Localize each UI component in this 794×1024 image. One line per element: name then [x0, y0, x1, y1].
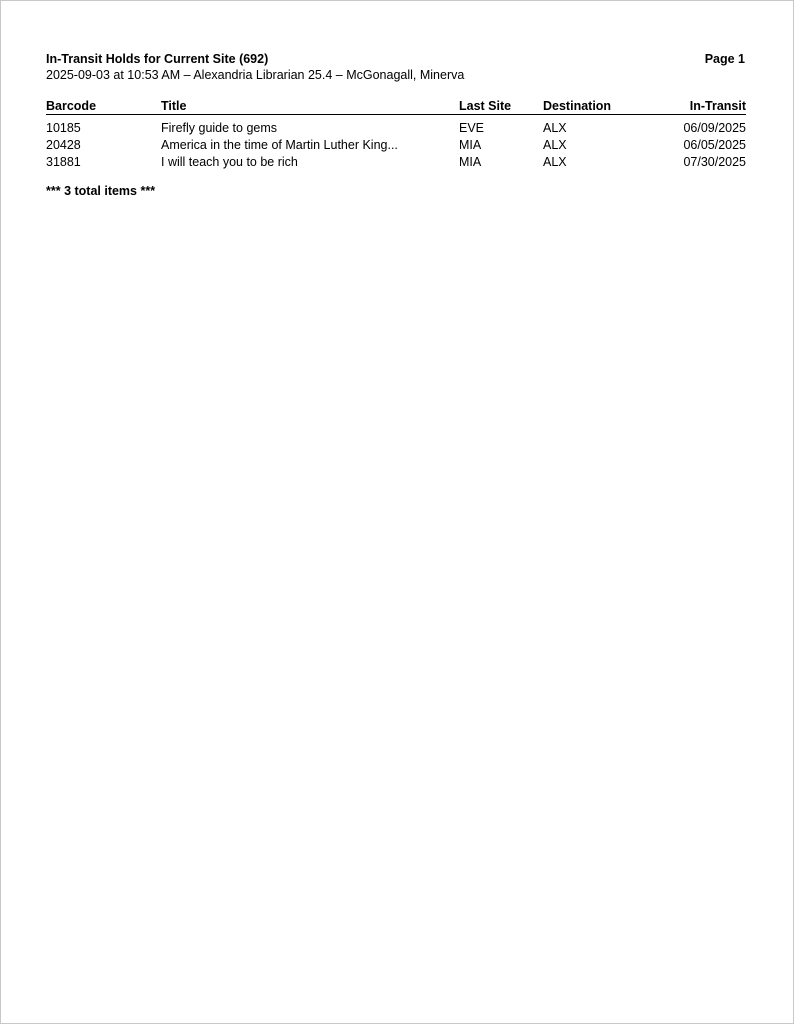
barcode-cell: 10185	[46, 120, 81, 135]
column-header-barcode: Barcode	[46, 98, 161, 115]
total-items: *** 3 total items ***	[46, 184, 156, 198]
page-number: Page 1	[704, 52, 745, 66]
column-header-title: Title	[161, 98, 459, 115]
title-cell: America in the time of Martin Luther King...	[161, 137, 398, 152]
barcode-cell: 31881	[46, 154, 81, 169]
in-transit-cell: 07/30/2025	[683, 154, 746, 169]
column-header-in-transit: In-Transit	[653, 98, 746, 115]
destination-cell: ALX	[543, 120, 567, 135]
barcode-cell: 20428	[46, 137, 81, 152]
table-header-row	[46, 98, 746, 115]
title-cell: Firefly guide to gems	[161, 120, 278, 135]
column-header-last-site: Last Site	[459, 98, 543, 115]
title-cell: I will teach you to be rich	[161, 154, 298, 169]
table-row	[46, 153, 746, 170]
table-row	[46, 115, 746, 137]
report-subtitle: 2025-09-03 at 10:53 AM – Alexandria Librarian 25.4 – McGonagall, Minerva	[46, 68, 465, 82]
destination-cell: ALX	[543, 137, 567, 152]
last-site-cell: MIA	[459, 154, 482, 169]
in-transit-cell: 06/05/2025	[683, 137, 746, 152]
last-site-cell: EVE	[459, 120, 485, 135]
column-header-destination: Destination	[543, 98, 653, 115]
last-site-cell: MIA	[459, 137, 482, 152]
table-row	[46, 136, 746, 153]
report-title: In-Transit Holds for Current Site (692)	[46, 52, 269, 66]
holds-table	[46, 98, 746, 170]
destination-cell: ALX	[543, 154, 567, 169]
in-transit-cell: 06/09/2025	[683, 120, 746, 135]
